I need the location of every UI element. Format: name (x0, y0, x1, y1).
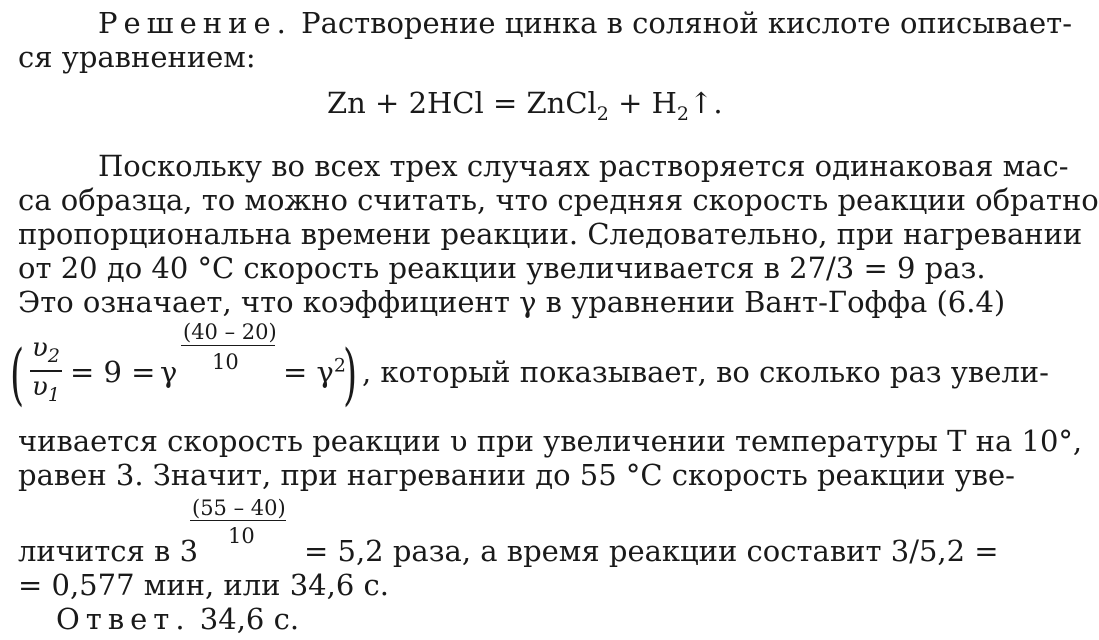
paragraph-line-1 (98, 149, 1069, 183)
gas-arrow-icon: ↑ (689, 86, 714, 120)
exponent-denominator-2-text: 10 (228, 524, 255, 548)
paragraph-line-1-text: Поскольку во всех трех случаях растворяется одинаковая мас- (98, 149, 1069, 183)
exponent-denominator-1 (212, 350, 239, 374)
answer-label: Ответ. (56, 602, 191, 636)
exponent-numerator-1-text: (40 – 20) (183, 320, 277, 344)
paragraph-line-5-text: Это означает, что коэффициент γ в уравнении Вант-Гоффа (6.4) (18, 285, 1006, 319)
velocity-subscript-den: 1 (47, 384, 60, 407)
left-parenthesis: ( (10, 336, 25, 413)
right-parenthesis: ) (343, 336, 358, 413)
equals-gamma-squared (283, 355, 346, 389)
equation-subscript-1: 2 (596, 102, 609, 125)
exponent-denominator-1-text: 10 (212, 350, 239, 374)
gamma-base (160, 355, 177, 389)
velocity-symbol-den: υ (32, 372, 48, 402)
square-exponent: 2 (333, 354, 346, 377)
paragraph-line-3-text: пропорциональна времени реакции. Следовательно, при нагревании (18, 217, 1083, 251)
paragraph-line-5 (18, 285, 1005, 319)
equals-gamma-text: = γ (283, 355, 334, 389)
solution-heading: Решение. (98, 6, 292, 40)
answer-line (56, 602, 299, 636)
velocity-subscript-num: 2 (47, 345, 60, 368)
equation-end: . (713, 86, 723, 120)
exponent-numerator-2-text: (55 – 40) (192, 496, 286, 520)
velocity-symbol-num: υ (32, 333, 48, 363)
paragraph-line-4 (18, 251, 986, 285)
equals-nine-text: = 9 = (70, 355, 156, 389)
paragraph-line-7-text: чивается скорость реакции υ при увеличении температуры T на 10°, (18, 424, 1083, 458)
equation-mid: + H (608, 86, 677, 120)
solution-text: Растворение цинка в соляной кислоте описывает- (301, 6, 1072, 40)
chemical-equation (327, 86, 723, 125)
fraction-denominator (32, 372, 60, 407)
paragraph-line-10 (18, 568, 389, 602)
exponent-denominator-2 (228, 524, 255, 548)
paragraph-line-8-text: равен 3. Значит, при нагревании до 55 °С скорость реакции уве- (18, 458, 1015, 492)
paragraph-line-2 (18, 183, 1099, 217)
paragraph-line-4-text: от 20 до 40 °С скорость реакции увеличивается в 27/3 = 9 раз. (18, 251, 986, 285)
paragraph-line-10-text: = 0,577 мин, или 34,6 с. (18, 568, 389, 602)
solution-line-2-text: ся уравнением: (18, 40, 256, 74)
gamma-symbol: γ (160, 355, 178, 389)
solution-line-2 (18, 40, 256, 74)
equation-lhs: Zn + 2HCl = ZnCl (327, 86, 597, 120)
paragraph-line-7 (18, 424, 1082, 458)
formula2-before-text: личится в 3 (18, 534, 199, 568)
equals-nine (70, 355, 156, 389)
formula2-after-text: = 5,2 раза, а время реакции составит 3/5,2 = (304, 534, 999, 568)
exponent-bar-2 (190, 520, 286, 521)
answer-value: 34,6 с. (199, 602, 300, 636)
equation-subscript-2: 2 (676, 102, 690, 125)
exponent-numerator-1 (183, 320, 277, 344)
formula1-continuation-text: , который показывает, во сколько раз увели- (362, 355, 1049, 389)
exponent-bar-1 (181, 345, 275, 346)
formula2-before (18, 534, 198, 568)
solution-line-1 (98, 6, 1072, 40)
formula1-continuation (362, 355, 1049, 389)
exponent-numerator-2 (192, 496, 286, 520)
formula2-after (304, 534, 999, 568)
paragraph-line-2-text: са образца, то можно считать, что средняя скорость реакции обратно (18, 183, 1099, 217)
fraction-numerator (32, 333, 60, 368)
paragraph-line-8 (18, 458, 1015, 492)
paragraph-line-3 (18, 217, 1082, 251)
